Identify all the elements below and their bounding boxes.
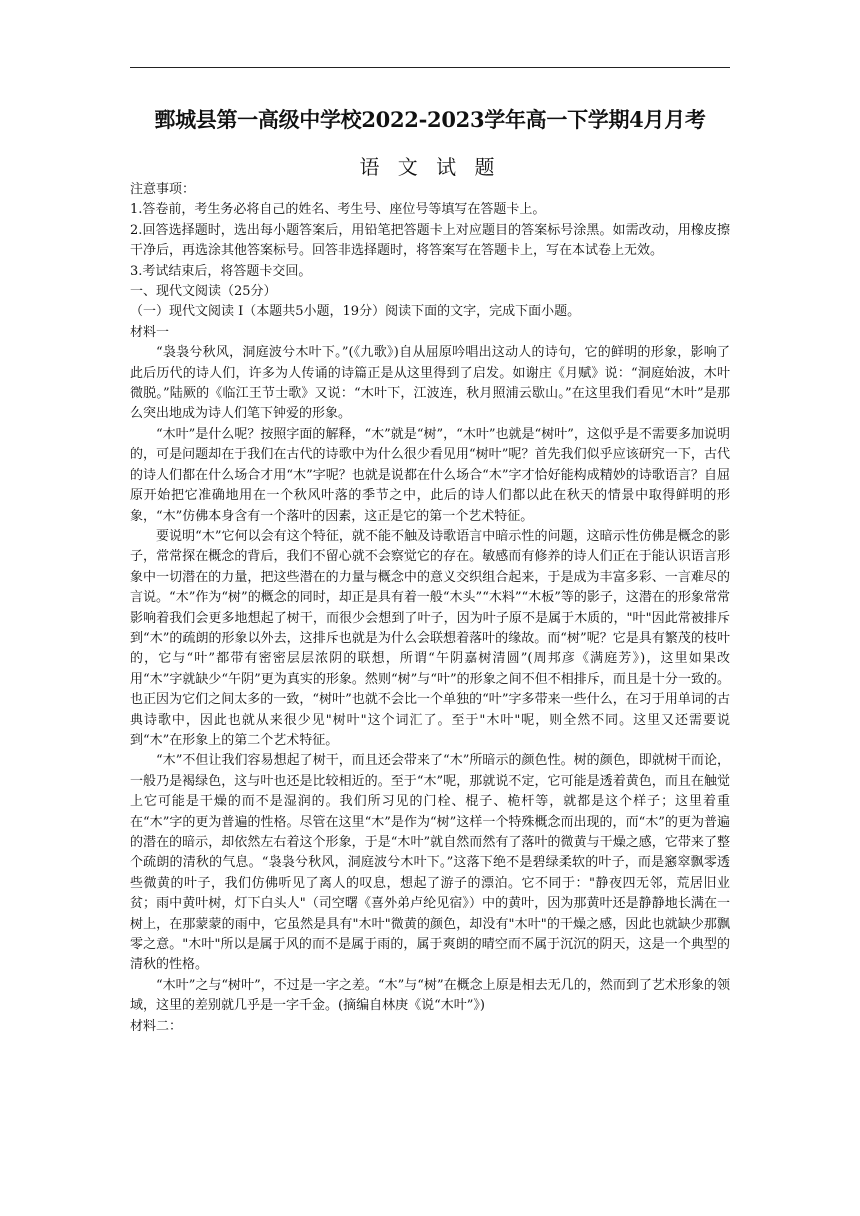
passage-paragraph-4: “木”不但让我们容易想起了树干，而且还会带来了“木”所暗示的颜色性。树的颜色，即就树干而论，一般乃是褐绿色，这与叶也还是比较相近的。至于“木”呢，那就说不定，它可能是透着黄色，而且在触觉上它可能是干燥的而不是湿润的。我们所习见的门栓、棍子、桅杆等，就都是这个样子；这里着重在“木”字的更为普遍的性格。尽管在这里“木”是作为“树”这样一个特殊概念而出现的，而“木”的更为普遍的潜在的暗示，却依然左右着这个形象，于是“木叶”就自然而然有了落叶的微黄与干燥之感，它带来了整个疏朗的清秋的气息。“袅袅兮秋风，洞庭波兮木叶下。”这落下绝不是碧绿柔软的叶子，而是窸窣飘零透些微黄的叶子，我们仿佛听见了离人的叹息，想起了游子的漂泊。它不同于："静夜四无邻，荒居旧业贫；雨中黄叶树，灯下白头人"（司空曙《喜外弟卢纶见宿》）中的黄叶，因为那黄叶还是静静地长满在一树上，在那蒙蒙的雨中，它虽然是具有"木叶"微黄的颜色，却没有"木叶"的干燥之感，因此也就缺少那飘零之意。"木叶"所以是属于风的而不是属于雨的，属于爽朗的晴空而不属于沉沉的阴天，这是一个典型的清秋的性格。 (130, 753, 730, 973)
section-heading: 一、现代文阅读（25分） (130, 284, 277, 300)
header-rule (130, 67, 730, 68)
passage-paragraph-1: “袅袅兮秋风，洞庭波兮木叶下。”(《九歌》)自从屈原吟唱出这动人的诗句，它的鲜明的形象，影响了此后历代的诗人们，许多为人传诵的诗篇正是从这里得到了启发。如谢庄《月赋》说：“洞庭始波，木叶微脱。”陆厥的《临江王节士歌》又说：“木叶下，江波连，秋月照浦云歇山。”在这里我们看见“木叶”是那么突出地成为诗人们笔下钟爱的形象。 (130, 345, 730, 422)
section-sub-heading: （一）现代文阅读 I（本题共5小题，19分）阅读下面的文字，完成下面小题。 (130, 304, 581, 320)
notice-item-3: 3.考试结束后，将答题卡交回。 (130, 263, 312, 279)
notice-item-2: 2.回答选择题时，选出每小题答案后，用铅笔把答题卡上对应题目的答案标号涂黑。如需改动，用橡皮擦干净后，再选涂其他答案标号。回答非选择题时，将答案写在答题卡上，写在本试卷上无效。 (130, 222, 730, 259)
material-1-label: 材料一 (130, 324, 170, 340)
passage-paragraph-3: 要说明“木”它何以会有这个特征，就不能不触及诗歌语言中暗示性的问题，这暗示性仿佛是概念的影子，常常探在概念的背后，我们不留心就不会察觉它的存在。敏感而有修养的诗人们正在于能认识语言形象中一切潜在的力量，把这些潜在的力量与概念中的意义交织组合起来，于是成为丰富多彩、一言难尽的言说。“木”作为“树”的概念的同时，却正是具有着一般“木头”“木料”“木板”等的影子，这潜在的形象常常影响着我们会更多地想起了树干，而很少会想到了叶子，因为叶子原不是属于木质的，"叶"因此常被排斥到“木”的疏朗的形象以外去，这排斥也就是为什么会联想着落叶的缘故。而“树”呢？它是具有繁茂的枝叶的，它与“叶”都带有密密层层浓阴的联想，所谓“午阴嘉树清圆”(周邦彦《满庭芳》)，这里如果改用“木”字就缺少“午阴”更为真实的形象。然则“树”与“叶”的形象之间不但不相排斥，而且是十分一致的。也正因为它们之间太多的一致，“树叶”也就不会比一个单独的“叶”字多带来一些什么，在习于用单词的古典诗歌中，因此也就从来很少见"树叶"这个词汇了。至于"木叶"呢，则全然不同。这里又还需要说到“木”在形象上的第二个艺术特征。 (130, 528, 730, 748)
exam-title: 鄄城县第一高级中学校2022-2023学年高一下学期4月月考 (154, 107, 706, 132)
notice-item-1: 1.答卷前，考生务必将自己的姓名、考生号、座位号等填写在答题卡上。 (130, 202, 546, 218)
exam-body (130, 180, 730, 1037)
passage-paragraph-5: “木叶”之与“树叶”，不过是一字之差。“木”与“树”在概念上原是相去无几的，然而到了艺术形象的领域，这里的差别就几乎是一字千金。(摘编自林庚《说“木叶”》) (130, 977, 730, 1014)
exam-subtitle: 语 文 试 题 (359, 155, 501, 179)
passage-paragraph-2: “木叶”是什么呢？按照字面的解释，“木”就是“树”，“木叶”也就是“树叶”，这似乎是不需要多加说明的，可是问题却在于我们在古代的诗歌中为什么很少看见用“树叶”呢？首先我们似乎应该研究一下，古代的诗人们都在什么场合才用“木”字呢？也就是说都在什么场合“木”字才恰好能构成精妙的诗歌语言？自屈原开始把它准确地用在一个秋风叶落的季节之中，此后的诗人们都以此在秋天的情景中取得鲜明的形象，“木”仿佛本身含有一个落叶的因素，这正是它的第一个艺术特征。 (130, 426, 730, 524)
notice-heading: 注意事项： (130, 182, 196, 197)
material-2-label: 材料二： (130, 1018, 183, 1034)
